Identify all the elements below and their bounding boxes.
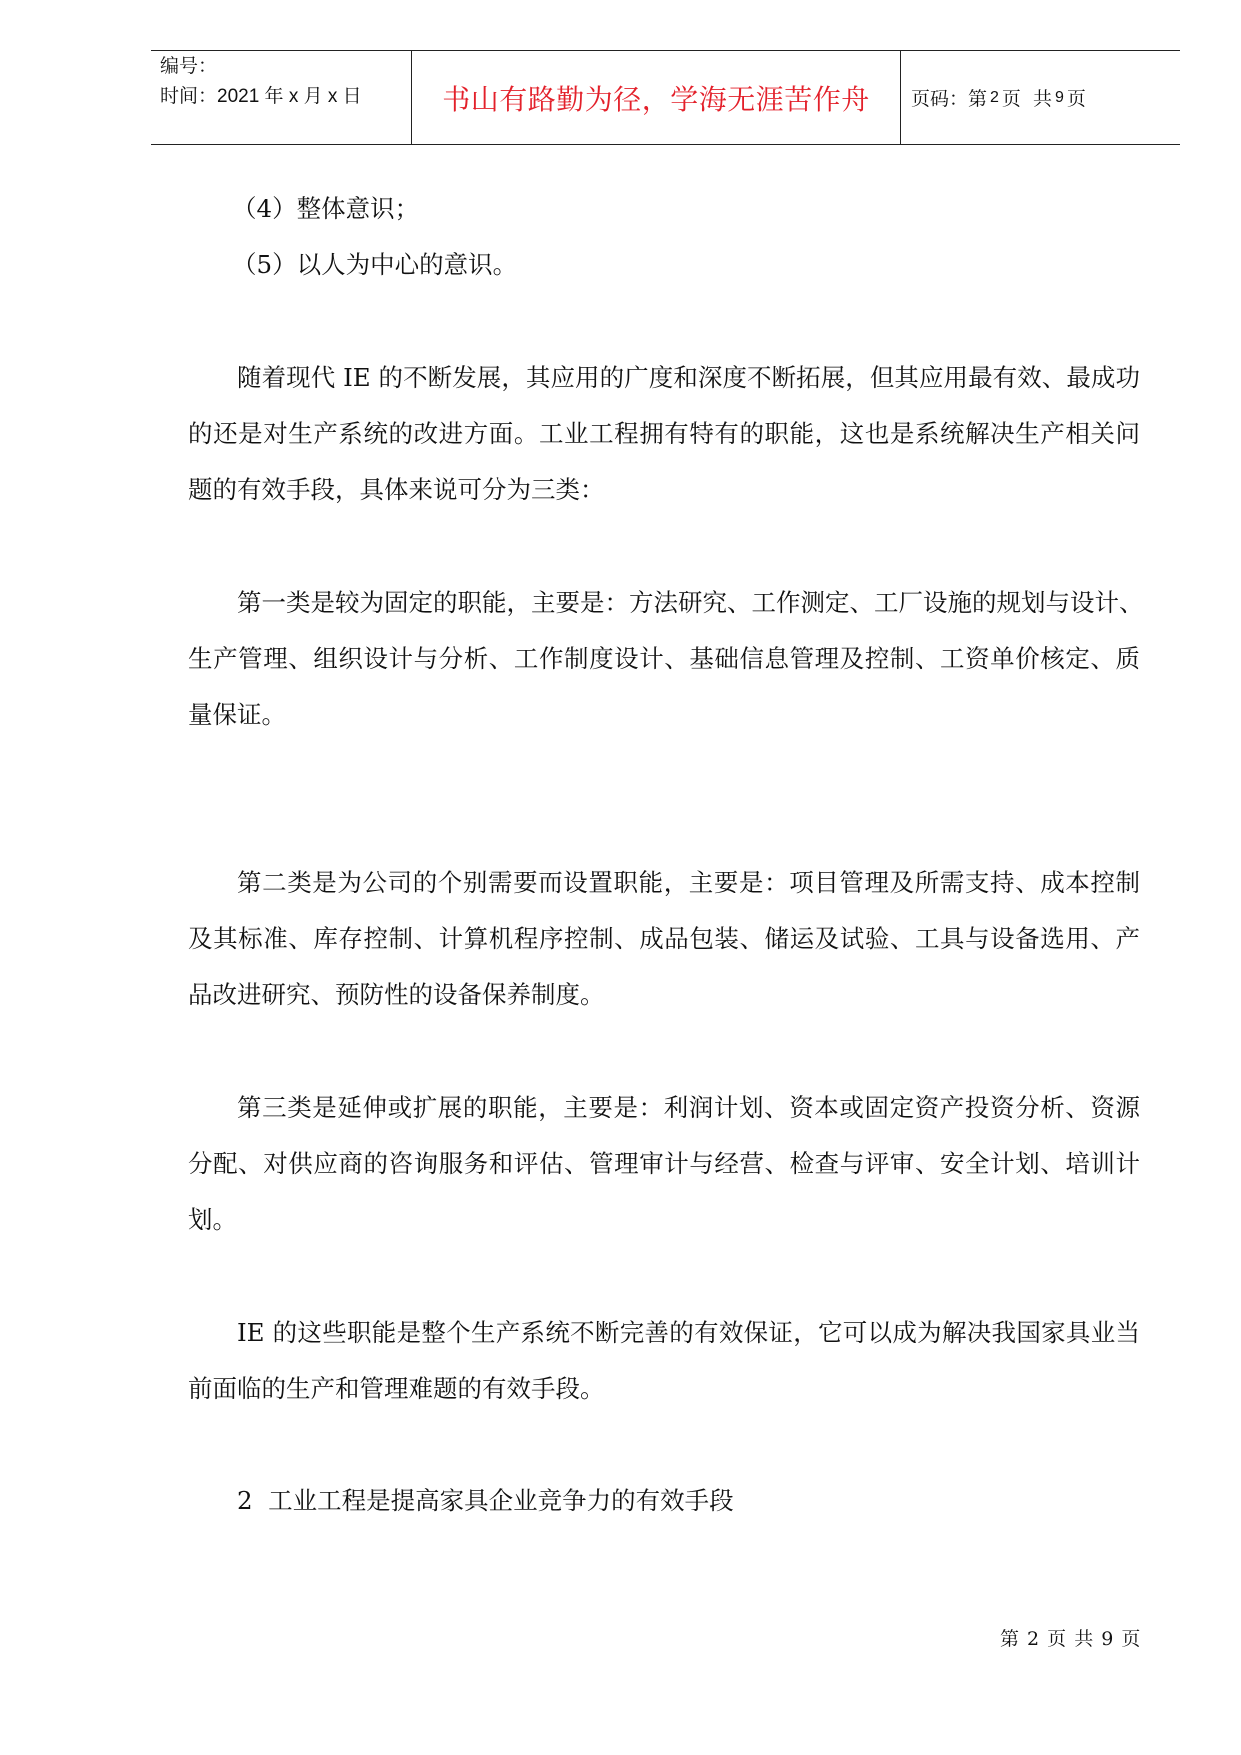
section-heading-block: [188, 1473, 1140, 1529]
paragraph-line: 生产管理、组织设计与分析、工作制度设计、基础信息管理及控制、工资单价核定、质: [188, 644, 1140, 673]
page-footer-number: 第 2 页 共 9 页: [1000, 1628, 1141, 1650]
paragraph-line: IE 的这些职能是整个生产系统不断完善的有效保证，它可以成为解决我国家具业当: [237, 1318, 1140, 1347]
paragraph-line: 第一类是较为固定的职能，主要是：方法研究、工作测定、工厂设施的规划与设计、: [237, 588, 1144, 617]
paragraph-line: 分配、对供应商的咨询服务和评估、管理审计与经营、检查与评审、安全计划、培训计: [188, 1149, 1140, 1178]
header-meta-cell: [151, 51, 411, 144]
paragraph: [188, 575, 1144, 743]
paragraph: [188, 350, 1140, 518]
page-label-suffix: 页: [1066, 89, 1086, 110]
header-motto: 书山有路勤为径，学海无涯苦作舟: [411, 51, 900, 144]
page-header: [151, 50, 1180, 145]
page-label-mid2: 共: [1032, 89, 1052, 110]
paragraph: [188, 855, 1140, 1023]
paragraph-line: 及其标准、库存控制、计算机程序控制、成品包装、储运及试验、工具与设备选用、产: [188, 924, 1140, 953]
document-time-label: 时间：2021 年 x 月 x 日: [160, 86, 362, 107]
paragraph-line: 的还是对生产系统的改进方面。工业工程拥有特有的职能，这也是系统解决生产相关问: [188, 419, 1140, 448]
paragraph-line: 量保证。: [188, 700, 286, 729]
document-number-label: 编号：: [160, 56, 218, 77]
page-label-current: 2: [990, 88, 999, 106]
paragraph-line: 前面临的生产和管理难题的有效手段。: [188, 1374, 605, 1403]
paragraph: [188, 1305, 1140, 1417]
list-item: （5）以人为中心的意识。: [232, 250, 518, 279]
page-label-mid: 页: [1001, 89, 1021, 110]
paragraph-line: 划。: [188, 1205, 237, 1234]
header-page-label: [900, 51, 1180, 144]
paragraph-line: 第二类是为公司的个别需要而设置职能，主要是：项目管理及所需支持、成本控制: [237, 868, 1140, 897]
section-heading: 2 工业工程是提高家具企业竞争力的有效手段: [237, 1486, 734, 1515]
paragraph-line: 题的有效手段，具体来说可分为三类：: [188, 475, 605, 504]
list-item: （4）整体意识；: [232, 194, 420, 223]
paragraph-line: 第三类是延伸或扩展的职能，主要是：利润计划、资本或固定资产投资分析、资源: [237, 1093, 1140, 1122]
paragraph: [188, 1080, 1140, 1248]
paragraph-line: 品改进研究、预防性的设备保养制度。: [188, 980, 605, 1009]
page-label-prefix: 页码：第: [911, 89, 988, 110]
paragraph-line: 随着现代 IE 的不断发展，其应用的广度和深度不断拓展，但其应用最有效、最成功: [237, 363, 1140, 392]
page-label-total: 9: [1054, 88, 1064, 106]
